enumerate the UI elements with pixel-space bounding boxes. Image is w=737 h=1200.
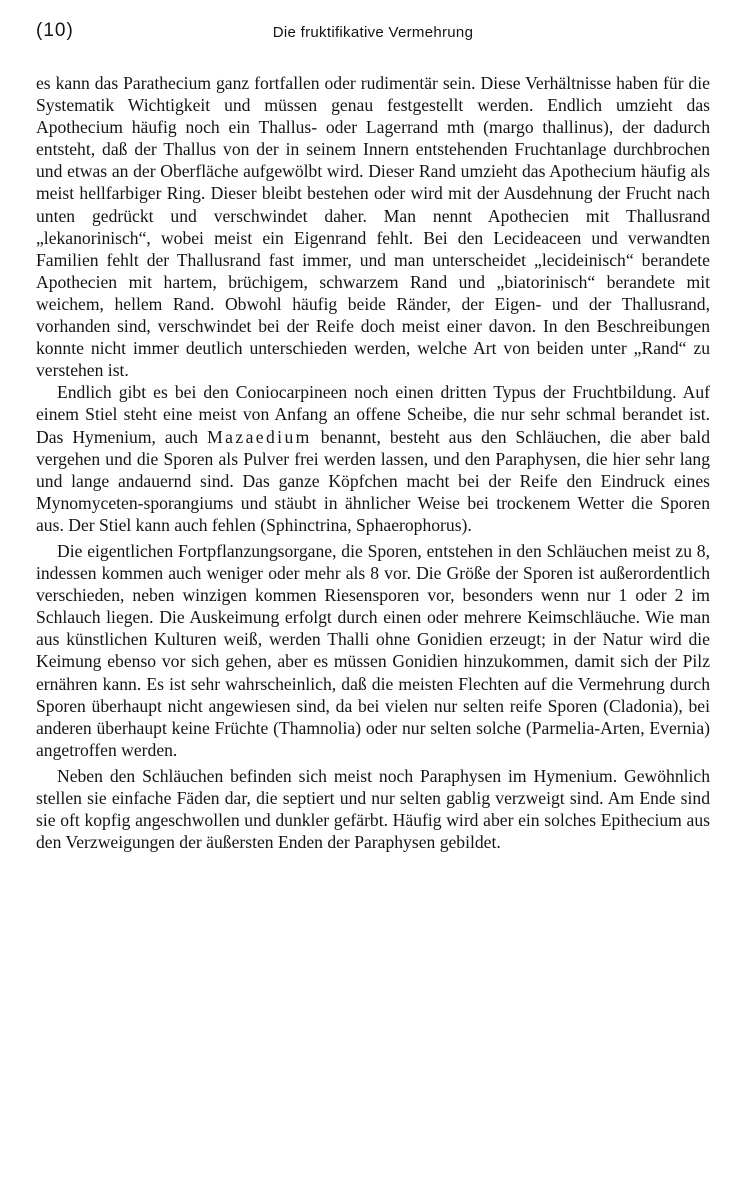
paragraph-2-text-before: Endlich gibt es bei den Coniocarpineen noch einen dritten Typus der Fruchtbildung. Auf einem Stiel steht eine meist von Anfang an offene Scheibe, die nur sehr schmal berandet ist. Das Hymenium, auch bbox=[36, 382, 710, 447]
running-title: Die fruktifikative Vermehrung bbox=[272, 24, 474, 41]
paragraph-3: Die eigentlichen Fortpflanzungsorgane, die Sporen, entstehen in den Schläuchen meist zu 8, indessen kommen auch weniger oder mehr als 8 vor. Die Größe der Sporen ist außerordentlich verschieden, neben winzigen kommen Riesensporen vor, besonders wenn nur 1 oder 2 im Schlauch liegen. Die Auskeimung erfolgt durch einen oder mehrere Keimschläuche. Wie man aus künstlichen Kulturen weiß, werden Thalli ohne Gonidien erzeugt; in der Natur wird die Keimung ebenso vor sich gehen, aber es müssen Gonidien hinzukommen, damit sich der Pilz ernähren kann. Es ist sehr wahrscheinlich, daß die meisten Flechten auf die Vermehrung durch Sporen überhaupt nicht angewiesen sind, da bei vielen nur selten reife Sporen (Cladonia), bei anderen überhaupt keine Früchte (Thamnolia) oder nur selten solche (Parmelia-Arten, Evernia) angetroffen werden. bbox=[36, 540, 710, 760]
paragraph-1: es kann das Parathecium ganz fortfallen oder rudimentär sein. Diese Verhältnisse haben für die Systematik Wichtigkeit und müssen genau festgestellt werden. Endlich umzieht das Apothecium häufig noch ein Thallus- oder Lagerrand mth (margo thallinus), der dadurch entsteht, daß der Thallus von der in seinem Innern entstehenden Fruchtanlage durchbrochen und etwas an der Oberfläche aufgewölbt wird. Dieser Rand umzieht das Apothecium häufig als meist hellfarbiger Ring. Dieser bleibt bestehen oder wird mit der Ausdehnung der Frucht nach unten gedrückt und verschwindet daher. Man nennt Apothecien mit Thallusrand „lekanorinisch“, wobei meist ein Eigenrand fehlt. Bei den Lecideaceen und verwandten Familien fehlt der Thallusrand fast immer, und man unterscheidet „lecideinisch“ berandete Apothecien mit hartem, brüchigem, schwarzem Rand und „biatorinisch“ berandete mit weichem, hellem Rand. Obwohl häufig beide Ränder, der Eigen- und der Thallusrand, vorhanden sind, verschwindet bei der Reife doch meist einer davon. In den Beschreibungen konnte nicht immer deutlich unterschieden werden, welche Art von beiden unter „Rand“ zu verstehen ist. bbox=[36, 73, 710, 381]
paragraph-2-text-after: benannt, besteht aus den Schläuchen, die aber bald vergehen und die Sporen als Pulver frei werden lassen, und den Paraphysen, die hier sehr lang und lange andauernd sind. Das ganze Köpfchen macht bei der Reife den Eindruck eines Mynomyceten-sporangiums und stäubt in ähnlicher Weise bei trockenem Wetter die Sporen aus. Der Stiel kann auch fehlen (Sphinctrina, Sphaerophorus). bbox=[36, 426, 710, 535]
book-page bbox=[36, 14, 710, 853]
page-header bbox=[36, 14, 710, 54]
paragraph-2 bbox=[36, 381, 710, 536]
paragraph-4: Neben den Schläuchen befinden sich meist noch Paraphysen im Hymenium. Gewöhnlich stellen sie einfache Fäden dar, die septiert und nur selten gablig verzweigt sind. Am Ende sind sie oft kopfig angeschwollen und dunkler gefärbt. Häufig wird aber ein solches Epithecium aus den Verzweigungen der äußersten Enden der Paraphysen gebildet. bbox=[36, 765, 710, 853]
spaced-term-mazaedium: Mazaedium bbox=[207, 426, 312, 447]
body-text bbox=[36, 72, 710, 853]
page-number: (10) bbox=[36, 20, 74, 41]
